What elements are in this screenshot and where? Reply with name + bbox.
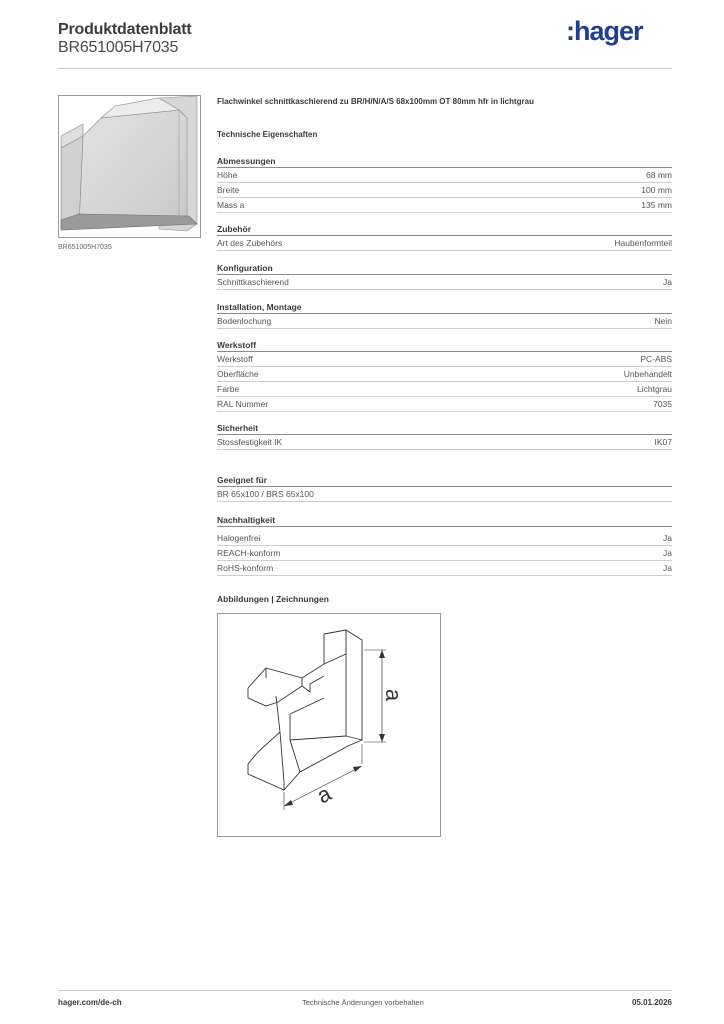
section-sicherheit [217, 422, 672, 450]
dimension-label-vertical: a [381, 688, 407, 702]
spec-label: Bodenlochung [217, 316, 272, 326]
spec-label: Breite [217, 185, 240, 195]
spec-value: Ja [663, 277, 672, 287]
section-title: Sicherheit [217, 422, 672, 435]
section-title: Zubehör [217, 223, 672, 236]
spec-label: Oberfläche [217, 369, 259, 379]
footer-date: 05.01.2026 [631, 998, 672, 1007]
spec-value: Ja [663, 548, 672, 558]
footer-website: hager.com/de-ch [58, 998, 122, 1007]
spec-value: 7035 [653, 399, 672, 409]
section-title: Nachhaltigkeit [217, 514, 672, 527]
spec-label: REACH-konform [217, 548, 281, 558]
product-image [58, 95, 201, 238]
section-werkstoff [217, 339, 672, 412]
spec-value: Nein [654, 316, 672, 326]
spec-label: Werkstoff [217, 354, 253, 364]
product-description: Flachwinkel schnittkaschierend zu BR/H/N/A/S 68x100mm OT 80mm hfr in lichtgrau [217, 97, 534, 106]
spec-label: RAL Nummer [217, 399, 269, 409]
spec-label: BR 65x100 / BRS 65x100 [217, 489, 314, 499]
spec-row [217, 314, 672, 329]
tech-properties-heading: Technische Eigenschaften [217, 130, 318, 139]
section-title: Geeignet für [217, 474, 672, 487]
spec-row [217, 435, 672, 450]
document-title: Produktdatenblatt [58, 21, 192, 38]
spec-row [217, 487, 672, 502]
spec-row [217, 275, 672, 290]
section-zubehoer [217, 223, 672, 251]
spec-label: RoHS-konform [217, 563, 274, 573]
spec-row [217, 546, 672, 561]
section-title: Werkstoff [217, 339, 672, 352]
section-konfiguration [217, 262, 672, 290]
spec-label: Halogenfrei [217, 533, 261, 543]
product-code: BR651005H7035 [58, 39, 179, 56]
spec-row [217, 397, 672, 412]
spec-row [217, 168, 672, 183]
footer-divider [58, 990, 672, 991]
section-abmessungen [217, 155, 672, 213]
spec-row [217, 352, 672, 367]
hager-logo: :hager [566, 16, 643, 46]
section-nachhaltigkeit [217, 514, 672, 576]
spec-row [217, 382, 672, 397]
spec-value: Ja [663, 563, 672, 573]
spec-row [217, 183, 672, 198]
spec-label: Stossfestigkeit IK [217, 437, 283, 447]
spec-row [217, 367, 672, 382]
spec-value: PC-ABS [640, 354, 672, 364]
spec-row [217, 236, 672, 251]
spec-value: Lichtgrau [637, 384, 672, 394]
image-caption: BR651005H7035 [58, 244, 112, 251]
technical-drawing [217, 613, 441, 837]
spec-label: Schnittkaschierend [217, 277, 289, 287]
spec-label: Farbe [217, 384, 240, 394]
spec-label: Art des Zubehörs [217, 238, 283, 248]
section-title: Installation, Montage [217, 301, 672, 314]
dimension-label-horizontal: a [312, 780, 336, 809]
spec-value: Haubenformteil [614, 238, 672, 248]
spec-value: Ja [663, 533, 672, 543]
spec-value: 68 mm [646, 170, 672, 180]
spec-value: 135 mm [641, 200, 672, 210]
footer-notice: Technische Änderungen vorbehalten [302, 998, 424, 1007]
section-title: Konfiguration [217, 262, 672, 275]
spec-label: Höhe [217, 170, 238, 180]
header-divider [58, 68, 672, 69]
spec-row [217, 531, 672, 546]
spec-value: IK07 [654, 437, 672, 447]
drawings-heading: Abbildungen | Zeichnungen [217, 594, 329, 604]
flat-angle-product-illustration [59, 96, 200, 237]
section-geeignet-fuer [217, 474, 672, 502]
section-title: Abmessungen [217, 155, 672, 168]
spec-value: Unbehandelt [623, 369, 672, 379]
spec-label: Mass a [217, 200, 245, 210]
spec-row [217, 198, 672, 213]
spec-value: 100 mm [641, 185, 672, 195]
spec-row [217, 561, 672, 576]
section-installation [217, 301, 672, 329]
